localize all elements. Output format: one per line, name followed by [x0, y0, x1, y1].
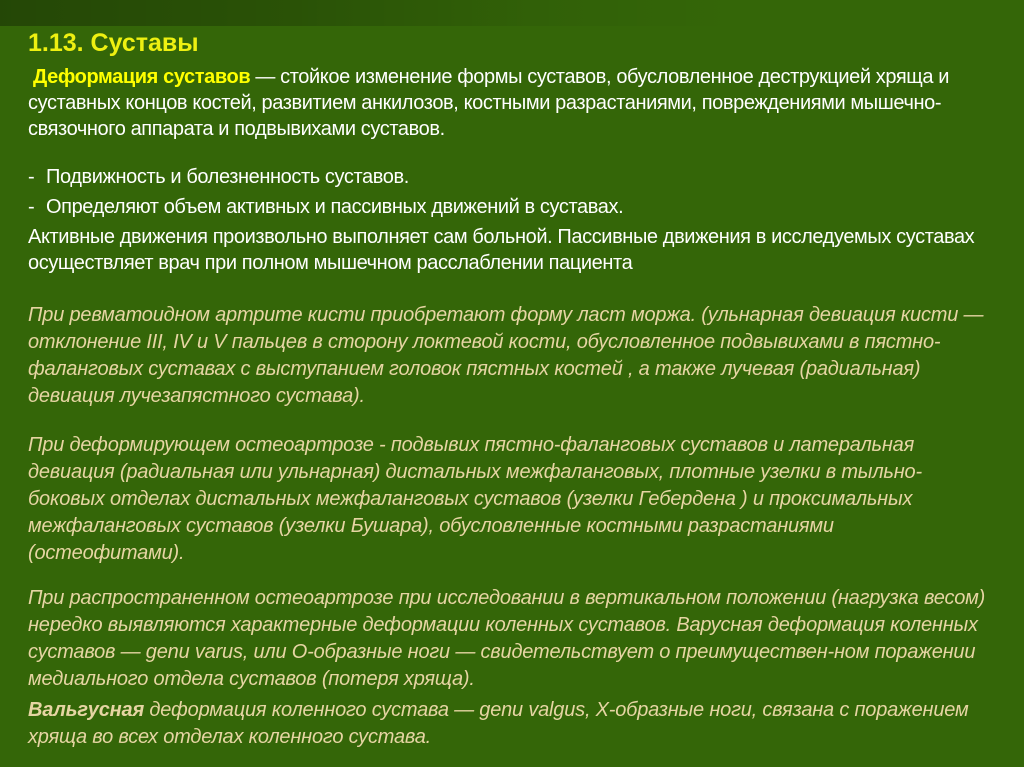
- note-paragraph-rheumatoid-arthritis: При ревматоидном артрите кисти приобретают форму ласт моржа. (ульнарная девиация кисти — отклонение III, IV и V пальцев в сторону локтевой кости, обусловленное подвывихами в пястно-фаланговых суставах с выступанием головок пястных костей , а также лучевая (радиальная) девиация лучезапястного сустава).: [28, 304, 984, 407]
- definition-text: — стойкое изменение формы суставов, обусловленное деструкцией хряща и суставных концов костей, развитием анкилозов, костными разрастаниями, повреждениями мышечно-связочного аппарата и подвывихами суставов.: [28, 66, 950, 140]
- bullet-item-mobility: [28, 162, 990, 192]
- movements-paragraph: Активные движения произвольно выполняет сам больной. Пассивные движения в исследуемых суставах осуществляет врач при полном мышечном расслаблении пациента: [28, 226, 975, 274]
- bullet-list: [28, 162, 990, 222]
- bullet-text: Определяют объем активных и пассивных движений в суставах.: [46, 196, 624, 218]
- top-shade-band: [0, 0, 1024, 26]
- valgus-text: деформация коленного сустава — genu valgus, Х-образные ноги, связана с поражением хряща во всех отделах коленного сустава.: [28, 699, 969, 748]
- bullet-text: Подвижность и болезненность суставов.: [46, 166, 409, 188]
- definition-term: Деформация суставов: [33, 66, 251, 88]
- valgus-paragraph: [28, 697, 990, 751]
- bullet-marker: -: [28, 196, 35, 218]
- bullet-marker: -: [28, 166, 35, 188]
- definition-paragraph: [28, 64, 990, 142]
- note-paragraph-osteoarthrosis-knees: При распространенном остеоартрозе при исследовании в вертикальном положении (нагрузка весом) нередко выявляются характерные деформации коленных суставов. Варусная деформация коленных суставов — genu varus, или О-образные ноги — свидетельствует о преимуществен-ном поражении медиального отдела суставов (потеря хряща).: [28, 587, 986, 690]
- valgus-lead: Вальгусная: [28, 699, 145, 721]
- bullet-item-range-of-motion: [28, 192, 990, 222]
- slide-title: 1.13. Суставы: [28, 29, 199, 57]
- note-paragraph-osteoarthrosis-hands: При деформирующем остеоартрозе - подвывих пястно-фаланговых суставов и латеральная девиация (радиальная или ульнарная) дистальных межфаланговых, плотные узелки в тыльно-боковых отделах дистальных межфаланговых суставов (узелки Гебердена ) и проксимальных межфаланговых суставов (узелки Бушара), обусловленные костными разрастаниями (остеофитами).: [28, 434, 922, 564]
